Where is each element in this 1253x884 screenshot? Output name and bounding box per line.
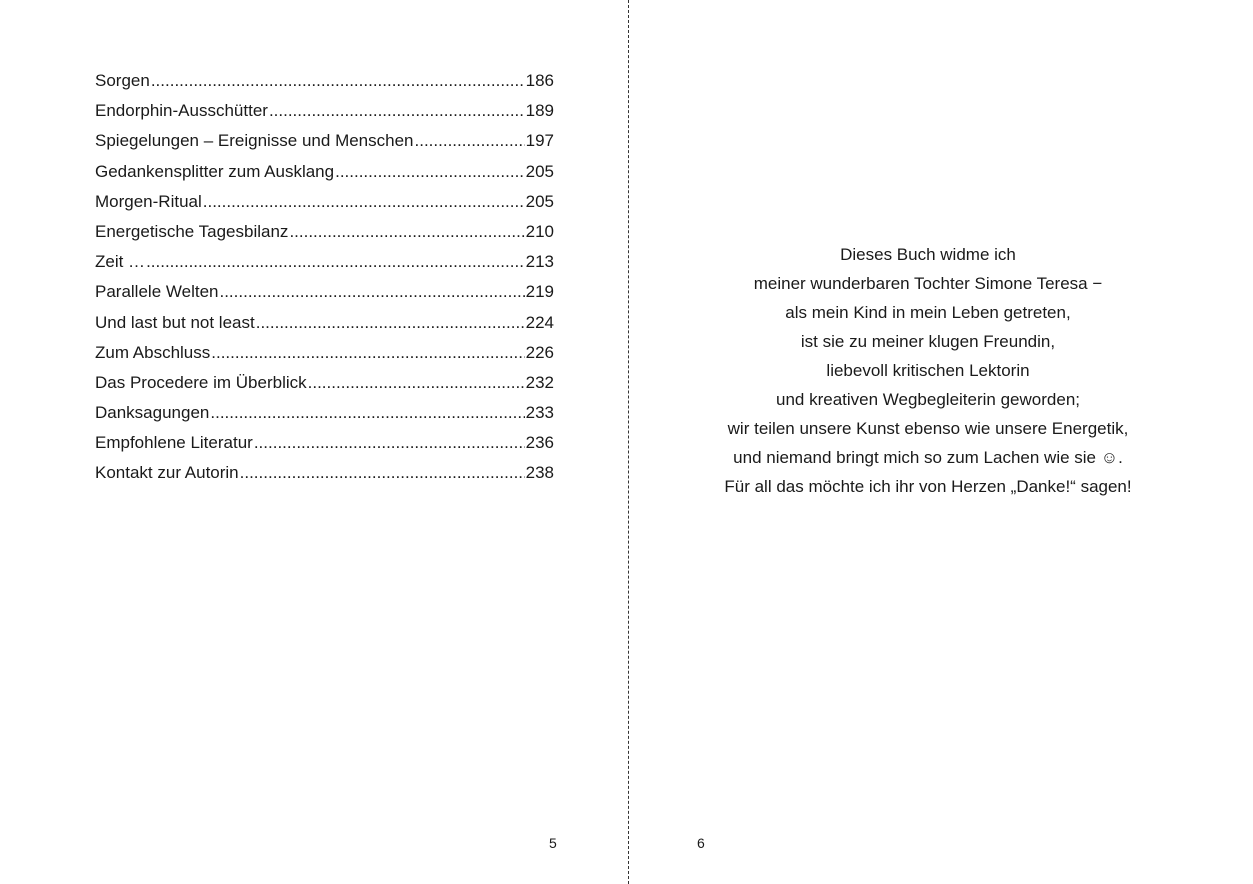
dedication-line: und niemand bringt mich so zum Lachen wie sie ☺.	[733, 448, 1123, 467]
toc-entry-page: 210	[525, 221, 554, 241]
page-number-right: 6	[697, 835, 705, 851]
toc-entry[interactable]	[95, 308, 554, 338]
toc-entry-title: Zum Abschluss	[95, 342, 211, 362]
toc-entry[interactable]	[95, 66, 554, 96]
toc-entry-page: 189	[525, 101, 554, 121]
toc-dot-leader	[289, 217, 524, 247]
toc-dot-leader	[415, 126, 525, 156]
toc-entry-title: Danksagungen	[95, 403, 210, 423]
toc-dot-leader	[146, 247, 525, 277]
toc-entry-title: Spiegelungen – Ereignisse und Menschen	[95, 131, 414, 151]
toc-entry-title: Morgen-Ritual	[95, 191, 202, 211]
toc-entry[interactable]	[95, 398, 554, 428]
toc-entry[interactable]	[95, 187, 554, 217]
toc-entry[interactable]	[95, 96, 554, 126]
toc-dot-leader	[210, 398, 524, 428]
toc-entry-page: 224	[525, 312, 554, 332]
toc-entry-title: Zeit …	[95, 252, 146, 272]
dedication-line: wir teilen unsere Kunst ebenso wie unsere Energetik,	[727, 419, 1129, 438]
toc-entry-title: Das Procedere im Überblick	[95, 372, 307, 392]
toc-entry-title: Parallele Welten	[95, 282, 219, 302]
toc-entry[interactable]	[95, 428, 554, 458]
toc-dot-leader	[203, 187, 525, 217]
right-page	[630, 0, 1253, 884]
toc-entry-title: Empfohlene Literatur	[95, 433, 253, 453]
toc-entry[interactable]	[95, 277, 554, 307]
dedication-line: Für all das möchte ich ihr von Herzen „Danke!“ sagen!	[724, 477, 1132, 496]
toc-dot-leader	[219, 277, 524, 307]
toc-entry[interactable]	[95, 458, 554, 488]
toc-entry-page: 205	[525, 161, 554, 181]
dedication-line: meiner wunderbaren Tochter Simone Teresa −	[753, 274, 1103, 293]
toc-entry-page: 213	[525, 252, 554, 272]
toc-entry[interactable]	[95, 247, 554, 277]
toc-dot-leader	[256, 308, 525, 338]
toc-dot-leader	[240, 458, 525, 488]
toc-entry-title: Und last but not least	[95, 312, 255, 332]
toc-entry-page: 232	[525, 372, 554, 392]
toc-entry-title: Energetische Tagesbilanz	[95, 221, 289, 241]
toc-dot-leader	[254, 428, 525, 458]
dedication-line: und kreativen Wegbegleiterin geworden;	[776, 390, 1080, 409]
dedication-line: ist sie zu meiner klugen Freundin,	[800, 332, 1056, 351]
toc-dot-leader	[211, 338, 524, 368]
toc-entry-title: Endorphin-Ausschütter	[95, 101, 268, 121]
toc-entry[interactable]	[95, 217, 554, 247]
table-of-contents	[95, 66, 554, 489]
toc-entry[interactable]	[95, 338, 554, 368]
dedication-line: als mein Kind in mein Leben getreten,	[785, 303, 1071, 322]
page-fold-divider	[628, 0, 629, 884]
toc-entry-page: 238	[525, 463, 554, 483]
toc-entry-page: 236	[525, 433, 554, 453]
toc-entry-page: 205	[525, 191, 554, 211]
toc-entry-page: 219	[525, 282, 554, 302]
dedication-line: Dieses Buch widme ich	[840, 245, 1016, 264]
toc-entry[interactable]	[95, 126, 554, 156]
toc-entry-title: Gedankensplitter zum Ausklang	[95, 161, 335, 181]
toc-dot-leader	[335, 157, 525, 187]
toc-entry-title: Kontakt zur Autorin	[95, 463, 239, 483]
toc-entry-page: 186	[525, 71, 554, 90]
toc-entry[interactable]	[95, 157, 554, 187]
toc-entry[interactable]	[95, 368, 554, 398]
dedication-line: liebevoll kritischen Lektorin	[826, 361, 1030, 380]
dedication-text	[630, 240, 1226, 501]
toc-entry-page: 226	[525, 342, 554, 362]
toc-entry-page: 233	[525, 403, 554, 423]
toc-dot-leader	[151, 66, 525, 96]
toc-dot-leader	[269, 96, 525, 126]
toc-entry-page: 197	[525, 131, 554, 151]
toc-entry-title: Sorgen	[95, 71, 150, 90]
toc-dot-leader	[308, 368, 525, 398]
page-number-left: 5	[549, 835, 557, 851]
